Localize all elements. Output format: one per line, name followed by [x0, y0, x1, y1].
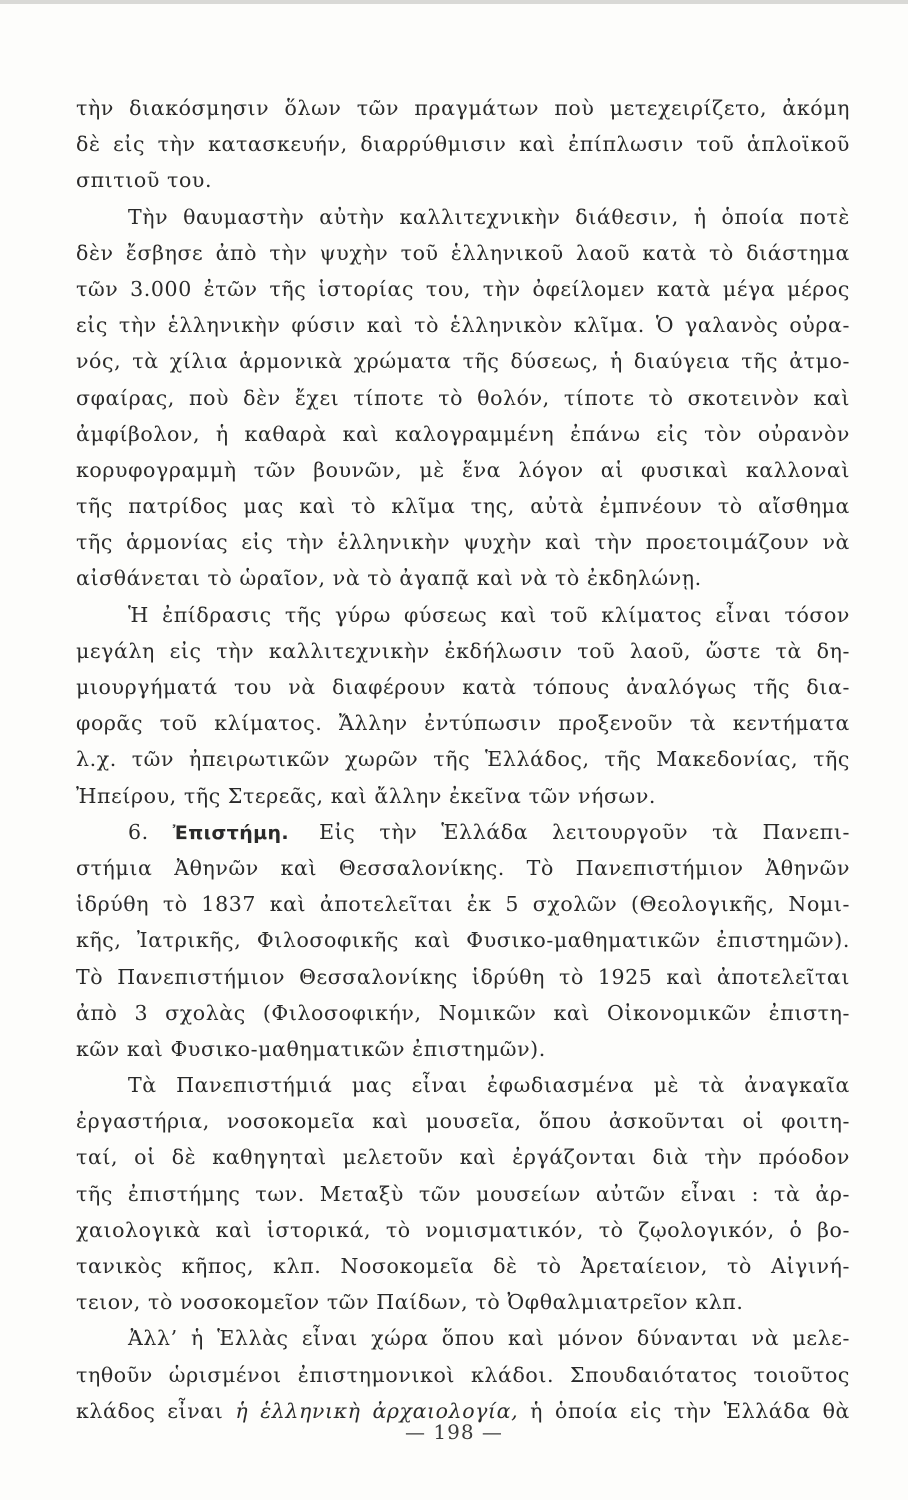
- text-line: τειον, τὸ νοσοκομεῖον τῶν Παίδων, τὸ Ὀφθαλμιατρεῖον κλπ.: [76, 1290, 744, 1315]
- paragraph-start-line: Ἀλλ’ ἡ Ἑλλὰς εἶναι χώρα ὅπου καὶ μόνον δύνανται νὰ μελε-: [128, 1326, 850, 1351]
- text-line: μιουργήματά του νὰ διαφέρουν κατὰ τόπους ἀναλόγως τῆς δια-: [76, 675, 850, 699]
- text-line: τῶν 3.000 ἐτῶν τῆς ἱστορίας του, τὴν ὀφείλομεν κατὰ μέγα μέρος: [76, 276, 850, 301]
- text-line: κῆς, Ἰατρικῆς, Φιλοσοφικῆς καὶ Φυσικο-μαθηματικῶν ἐπιστημῶν).: [76, 928, 850, 953]
- text-line: λ.χ. τῶν ἠπειρωτικῶν χωρῶν τῆς Ἑλλάδος, τῆς Μακεδονίας, τῆς: [76, 747, 850, 772]
- text-line: τῆς ἐπιστήμης των. Μεταξὺ τῶν μουσείων αὐτῶν εἶναι : τὰ ἀρ-: [76, 1181, 850, 1206]
- body-text: [76, 90, 850, 1429]
- text-line: κορυφογραμμὴ τῶν βουνῶν, μὲ ἕνα λόγον αἱ φυσικαὶ καλλοναὶ: [76, 457, 850, 482]
- top-edge-rule: [0, 0, 908, 4]
- text-line: μεγάλη εἰς τὴν καλλιτεχνικὴν ἐκδήλωσιν τοῦ λαοῦ, ὥστε τὰ δη-: [76, 638, 850, 663]
- italic-phrase: ἡ ἑλληνικὴ ἀρχαιολογία,: [235, 1398, 519, 1423]
- text-line: σπιτιοῦ του.: [76, 168, 213, 193]
- section-number: 6.: [128, 819, 149, 844]
- text-line: δὲ εἰς τὴν κατασκευήν, διαρρύθμισιν καὶ ἐπίπλωσιν τοῦ ἁπλοϊκοῦ: [76, 132, 850, 157]
- section-heading-line: [76, 814, 850, 850]
- text-line: αἰσθάνεται τὸ ὡραῖον, νὰ τὸ ἀγαπᾷ καὶ νὰ τὸ ἐκδηλώνῃ.: [76, 566, 702, 591]
- paragraph-start-line: Τὰ Πανεπιστήμιά μας εἶναι ἐφωδιασμένα μὲ τὰ ἀναγκαῖα: [128, 1073, 850, 1098]
- text-line: τῆς πατρίδος μας καὶ τὸ κλῖμα της, αὐτὰ ἐμπνέουν τὸ αἴσθημα: [76, 494, 850, 519]
- text-line: τὴν διακόσμησιν ὅλων τῶν πραγμάτων ποὺ μετεχειρίζετο, ἀκόμη: [76, 96, 850, 120]
- text-line: τηθοῦν ὡρισμένοι ἐπιστημονικοὶ κλάδοι. Σπουδαιότατος τοιοῦτος: [76, 1362, 850, 1387]
- text-line: ἐργαστήρια, νοσοκομεῖα καὶ μουσεῖα, ὅπου ἀσκοῦνται οἱ φοιτη-: [76, 1109, 850, 1134]
- text-line: ταί, οἱ δὲ καθηγηταὶ μελετοῦν καὶ ἐργάζονται διὰ τὴν πρόοδον: [76, 1145, 850, 1170]
- text-line: ἀπὸ 3 σχολὰς (Φιλοσοφικήν, Νομικῶν καὶ Οἰκονομικῶν ἐπιστη-: [76, 1000, 850, 1025]
- section-heading-rest: Εἰς τὴν Ἑλλάδα λειτουργοῦν τὰ Πανεπι-: [319, 819, 850, 844]
- text-line: τῆς ἁρμονίας εἰς τὴν ἑλληνικὴν ψυχὴν καὶ τὴν προετοιμάζουν νὰ: [76, 530, 850, 555]
- text-line: Τὸ Πανεπιστήμιον Θεσσαλονίκης ἱδρύθη τὸ 1925 καὶ ἀποτελεῖται: [76, 964, 850, 989]
- paragraph-start-line: Ἡ ἐπίδρασις τῆς γύρω φύσεως καὶ τοῦ κλίματος εἶναι τόσον: [128, 602, 850, 627]
- text-line: στήμια Ἀθηνῶν καὶ Θεσσαλονίκης. Τὸ Πανεπιστήμιον Ἀθηνῶν: [76, 855, 850, 880]
- text-line: σφαίρας, ποὺ δὲν ἔχει τίποτε τὸ θολόν, τίποτε τὸ σκοτεινὸν καὶ: [76, 385, 850, 410]
- text-line: Ἠπείρου, τῆς Στερεᾶς, καὶ ἄλλην ἐκεῖνα τῶν νήσων.: [76, 783, 657, 808]
- text-line: χαιολογικὰ καὶ ἱστορικά, τὸ νομισματικόν, τὸ ζῳολογικόν, ὁ βο-: [76, 1217, 850, 1242]
- text-line: ἀμφίβολον, ἡ καθαρὰ καὶ καλογραμμένη ἐπάνω εἰς τὸν οὐρανὸν: [76, 421, 850, 446]
- last-line-start: κλάδος εἶναι: [76, 1398, 236, 1423]
- text-line: φορᾶς τοῦ κλίματος. Ἄλλην ἐντύπωσιν προξενοῦν τὰ κεντήματα: [76, 711, 850, 736]
- text-line: νός, τὰ χίλια ἁρμονικὰ χρώματα τῆς δύσεως, ἡ διαύγεια τῆς ἀτμο-: [76, 349, 850, 374]
- last-line-end: ἡ ὁποία εἰς τὴν Ἑλλάδα θὰ: [518, 1398, 850, 1423]
- text-line: δὲν ἔσβησε ἀπὸ τὴν ψυχὴν τοῦ ἑλληνικοῦ λαοῦ κατὰ τὸ διάστημα: [76, 240, 850, 265]
- page-number: — 198 —: [405, 1420, 503, 1444]
- text-line: κῶν καὶ Φυσικο-μαθηματικῶν ἐπιστημῶν).: [76, 1036, 546, 1061]
- paragraph-start-line: Τὴν θαυμαστὴν αὐτὴν καλλιτεχνικὴν διάθεσιν, ἡ ὁποία ποτὲ: [128, 204, 850, 229]
- text-line: ἱδρύθη τὸ 1837 καὶ ἀποτελεῖται ἐκ 5 σχολῶν (Θεολογικῆς, Νομι-: [76, 892, 850, 917]
- text-line: τανικὸς κῆπος, κλπ. Νοσοκομεῖα δὲ τὸ Ἀρεταίειον, τὸ Αἰγινή-: [76, 1254, 850, 1278]
- section-heading: Ἐπιστήμη.: [172, 821, 290, 844]
- text-line: εἰς τὴν ἑλληνικὴν φύσιν καὶ τὸ ἑλληνικὸν κλῖμα. Ὁ γαλανὸς οὐρα-: [76, 313, 850, 338]
